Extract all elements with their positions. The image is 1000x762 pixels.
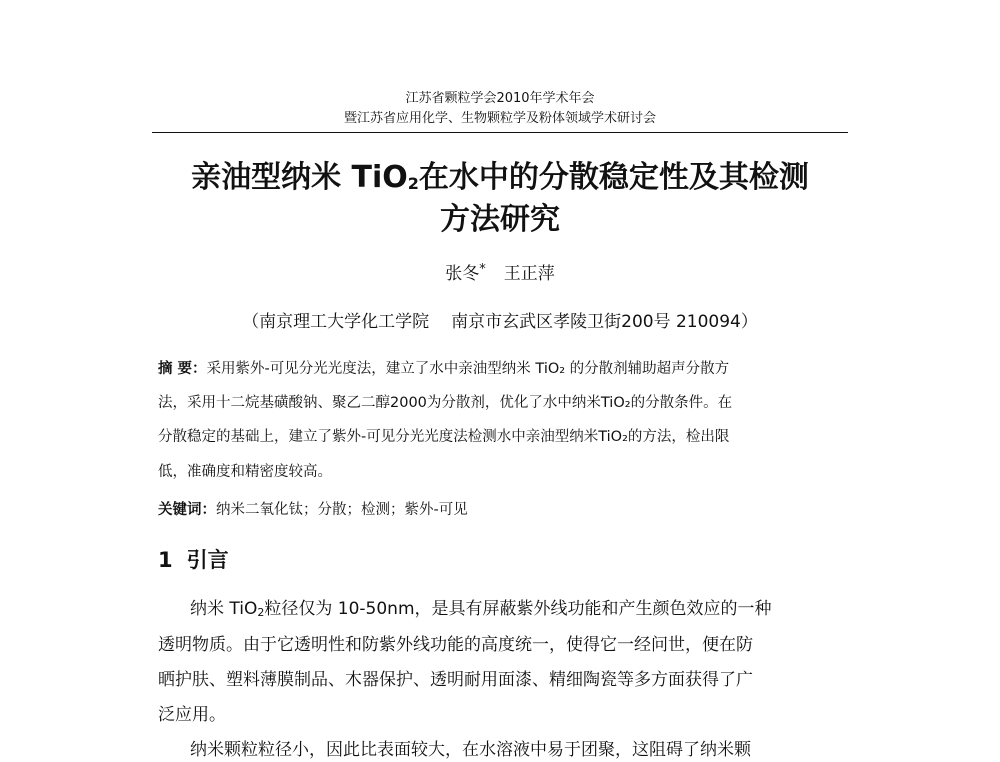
section-number: 1 — [158, 548, 173, 572]
conference-title: 江苏省颗粒学会2010年学术年会 — [405, 91, 595, 106]
affiliation-address: 南京市玄武区孝陵卫街200号 210094） — [451, 312, 758, 332]
abstract-line-2: 法，采用十二烷基磺酸钠、聚乙二醇2000为分散剂，优化了水中纳米TiO₂的分散条件。在 — [158, 395, 733, 411]
title-text-pre: 亲油型纳米 TiO — [191, 160, 408, 195]
section-title: 引言 — [186, 548, 229, 572]
body-text-post: 粒径仅为 10-50nm，是具有屏蔽紫外线功能和产生颜色效应的一种 — [264, 599, 772, 619]
abstract-text-1: 采用紫外-可见分光光度法，建立了水中亲油型纳米 TiO₂ 的分散剂辅助超声分散方 — [206, 361, 730, 377]
paper-title-line1 — [0, 158, 1000, 204]
affiliation-institute: （南京理工大学化工学院 — [242, 312, 430, 332]
title-text-post: 在水中的分散稳定性及其检测 — [418, 160, 809, 195]
authors — [0, 258, 1000, 286]
body-line-5: 纳米颗粒粒径小，因此比表面较大，在水溶液中易于团聚，这阻碍了纳米颗 — [190, 740, 751, 760]
abstract-label: 摘 要： — [158, 361, 207, 377]
title-subscript: 2 — [407, 174, 419, 193]
abstract-line-3: 分散稳定的基础上，建立了紫外-可见分光光度法检测水中亲油型纳米TiO₂的方法，检出限 — [158, 429, 730, 445]
conference-subtitle: 暨江苏省应用化学、生物颗粒学及粉体领域学术研讨会 — [343, 111, 656, 126]
keywords-label: 关键词： — [158, 502, 216, 518]
keywords — [158, 500, 848, 520]
corresponding-marker: * — [479, 262, 486, 277]
section-heading — [158, 545, 229, 575]
affiliation — [0, 310, 1000, 334]
body-line-1 — [190, 597, 850, 625]
body-line-4: 泛应用。 — [158, 705, 226, 725]
body-line-3: 晒护肤、塑料薄膜制品、木器保护、透明耐用面漆、精细陶瓷等多方面获得了广 — [158, 670, 753, 690]
author-1: 张冬 — [445, 264, 480, 284]
body-line-2: 透明物质。由于它透明性和防紫外线功能的高度统一，使得它一经问世，便在防 — [158, 635, 753, 655]
author-2: 王正萍 — [503, 264, 555, 284]
abstract-line-4: 低，准确度和精密度较高。 — [158, 464, 332, 480]
paper-title-line2: 方法研究 — [440, 202, 560, 237]
abstract-line-1 — [158, 359, 848, 379]
body-subscript: 2 — [257, 606, 265, 619]
keywords-text: 纳米二氧化钛；分散；检测；紫外-可见 — [216, 502, 468, 518]
header-rule — [152, 132, 848, 133]
body-text-pre: 纳米 TiO — [190, 599, 258, 619]
